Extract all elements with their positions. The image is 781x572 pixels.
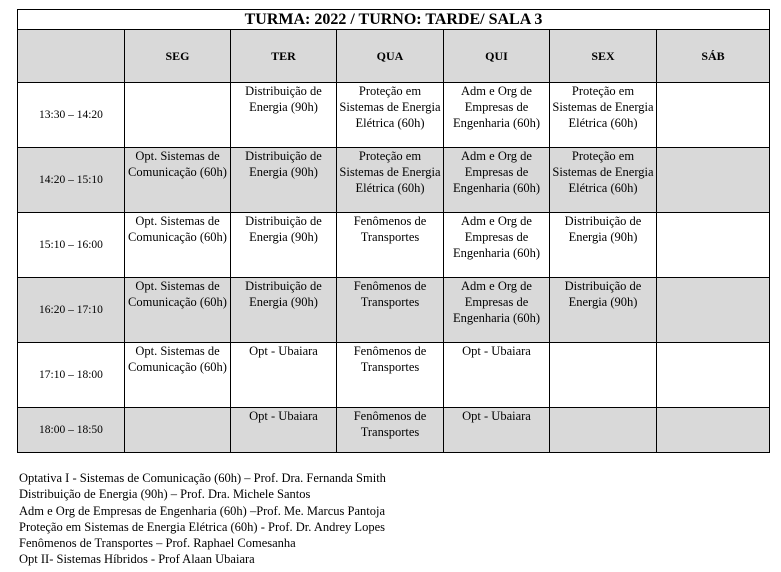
class-cell: Distribuição de Energia (90h) (550, 278, 657, 343)
class-cell: Fenômenos de Transportes (337, 408, 444, 453)
class-cell (657, 148, 770, 213)
time-slot-label: 16:20 – 17:10 (18, 278, 125, 343)
day-header: SEX (550, 30, 657, 83)
class-cell (550, 408, 657, 453)
class-cell: Opt - Ubaiara (231, 408, 337, 453)
class-cell: Proteção em Sistemas de Energia Elétrica (60h) (337, 148, 444, 213)
class-cell: Opt. Sistemas de Comunicação (60h) (125, 213, 231, 278)
legend-line: Adm e Org de Empresas de Engenharia (60h) –Prof. Me. Marcus Pantoja (19, 503, 385, 518)
class-cell: Fenômenos de Transportes (337, 278, 444, 343)
day-header: QUI (444, 30, 550, 83)
class-cell: Distribuição de Energia (90h) (231, 83, 337, 148)
schedule-table (17, 9, 770, 453)
time-slot-label: 17:10 – 18:00 (18, 343, 125, 408)
day-header: SEG (125, 30, 231, 83)
class-cell: Adm e Org de Empresas de Engenharia (60h) (444, 213, 550, 278)
class-cell: Proteção em Sistemas de Energia Elétrica (60h) (550, 83, 657, 148)
class-cell (657, 83, 770, 148)
legend-line: Proteção em Sistemas de Energia Elétrica (60h) - Prof. Dr. Andrey Lopes (19, 519, 385, 534)
schedule-body (18, 83, 770, 453)
class-cell (657, 343, 770, 408)
time-slot-row (18, 408, 770, 453)
schedule-title: TURMA: 2022 / TURNO: TARDE/ SALA 3 (18, 10, 770, 30)
day-header: QUA (337, 30, 444, 83)
class-cell: Fenômenos de Transportes (337, 213, 444, 278)
class-cell: Opt - Ubaiara (231, 343, 337, 408)
class-cell: Fenômenos de Transportes (337, 343, 444, 408)
class-cell (125, 408, 231, 453)
legend-line: Distribuição de Energia (90h) – Prof. Dra. Michele Santos (19, 487, 311, 502)
class-cell (550, 343, 657, 408)
time-slot-label: 15:10 – 16:00 (18, 213, 125, 278)
time-slot-row (18, 343, 770, 408)
day-header-row (18, 30, 770, 83)
time-slot-label: 14:20 – 15:10 (18, 148, 125, 213)
class-cell: Distribuição de Energia (90h) (231, 148, 337, 213)
class-cell: Adm e Org de Empresas de Engenharia (60h) (444, 278, 550, 343)
class-cell: Distribuição de Energia (90h) (231, 213, 337, 278)
class-cell: Proteção em Sistemas de Energia Elétrica (60h) (550, 148, 657, 213)
time-slot-label: 13:30 – 14:20 (18, 83, 125, 148)
legend-line: Opt II- Sistemas Híbridos - Prof Alaan Ubaiara (19, 552, 255, 567)
class-cell: Opt - Ubaiara (444, 343, 550, 408)
time-slot-row (18, 148, 770, 213)
class-cell: Distribuição de Energia (90h) (231, 278, 337, 343)
time-slot-row (18, 278, 770, 343)
class-cell: Proteção em Sistemas de Energia Elétrica (60h) (337, 83, 444, 148)
class-cell (125, 83, 231, 148)
class-cell (657, 408, 770, 453)
class-cell: Opt - Ubaiara (444, 408, 550, 453)
time-slot-label: 18:00 – 18:50 (18, 408, 125, 453)
class-cell: Adm e Org de Empresas de Engenharia (60h) (444, 148, 550, 213)
day-header: SÁB (657, 30, 770, 83)
course-legend (19, 470, 386, 568)
time-slot-row (18, 83, 770, 148)
legend-line: Optativa I - Sistemas de Comunicação (60h) – Prof. Dra. Fernanda Smith (19, 471, 386, 485)
class-cell: Adm e Org de Empresas de Engenharia (60h) (444, 83, 550, 148)
class-cell (657, 278, 770, 343)
class-cell: Opt. Sistemas de Comunicação (60h) (125, 148, 231, 213)
class-cell: Opt. Sistemas de Comunicação (60h) (125, 343, 231, 408)
time-header (18, 30, 125, 83)
legend-line: Fenômenos de Transportes – Prof. Raphael Comesanha (19, 536, 296, 551)
class-cell (657, 213, 770, 278)
class-cell: Opt. Sistemas de Comunicação (60h) (125, 278, 231, 343)
class-cell: Distribuição de Energia (90h) (550, 213, 657, 278)
day-header: TER (231, 30, 337, 83)
time-slot-row (18, 213, 770, 278)
